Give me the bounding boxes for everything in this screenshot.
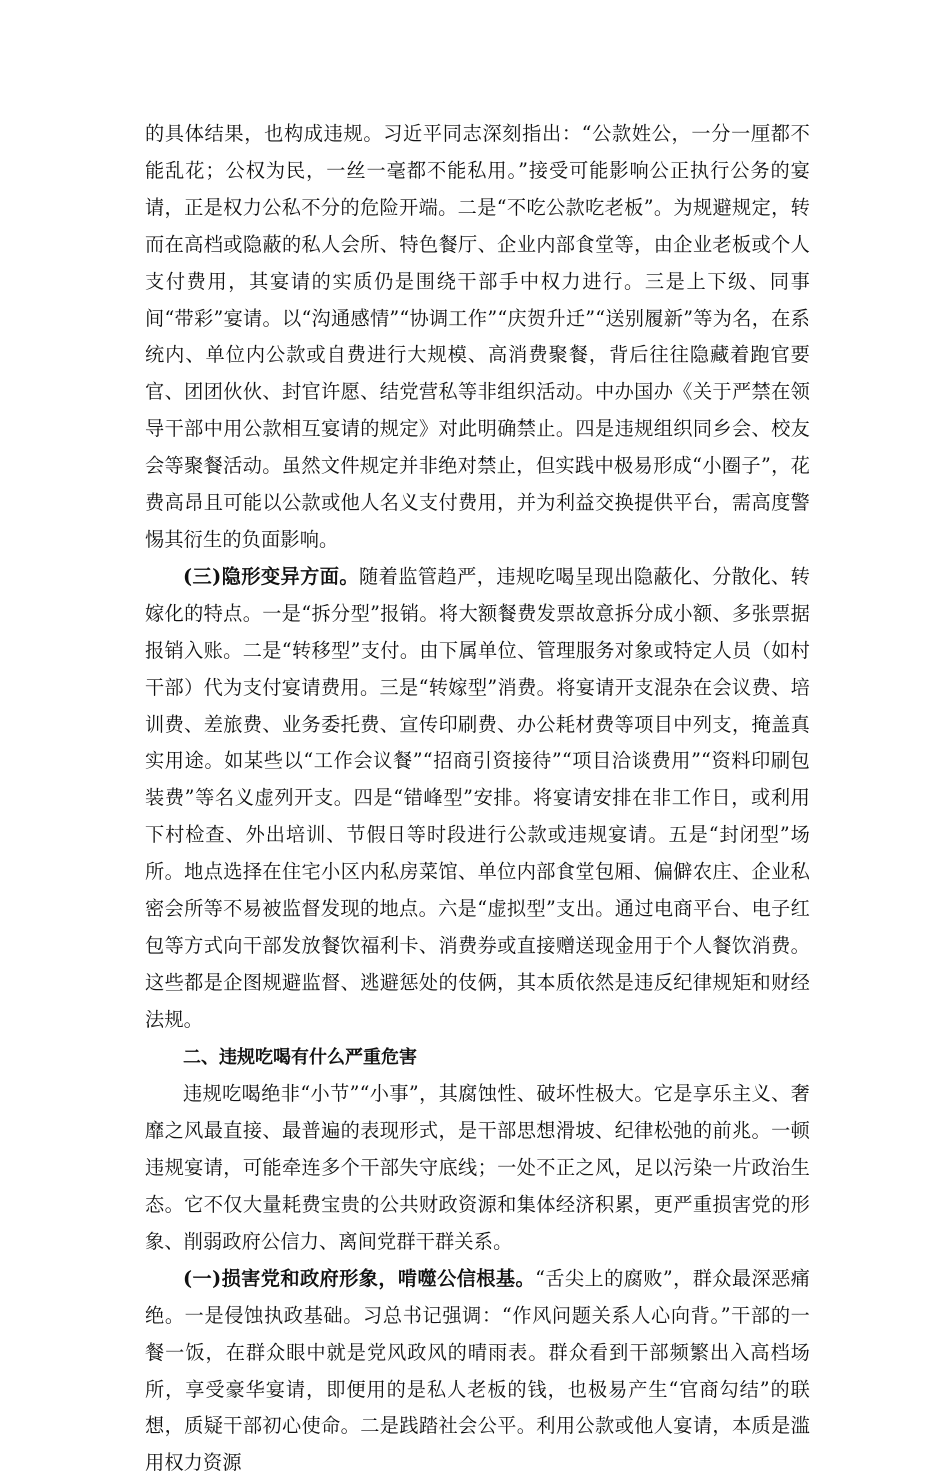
paragraph-lead-heading: (三)隐形变异方面。 <box>183 564 359 588</box>
paragraph-body: “舌尖上的腐败”，群众最深恶痛绝。一是侵蚀执政基础。习总书记强调：“作风问题关系人心向背。”干部的一餐一饭，在群众眼中就是党风政风的晴雨表。群众看到干部频繁出入高档场所，享受豪华宴请，即便用的是私人老板的钱，也极易产生“官商勾结”的联想，质疑干部初心使命。二是践踏社会公平。利用公款或他人宴请，本质是滥用权力资源 <box>145 1266 810 1475</box>
document-page <box>145 116 810 1482</box>
paragraph-lead-heading: (一)损害党和政府形象，啃噬公信根基。 <box>183 1266 536 1290</box>
paragraph-continuation: 的具体结果，也构成违规。习近平同志深刻指出：“公款姓公，一分一厘都不能乱花；公权为民，一丝一毫都不能私用。”接受可能影响公正执行公务的宴请，正是权力公私不分的危险开端。二是“不吃公款吃老板”。为规避规定，转而在高档或隐蔽的私人会所、特色餐厅、企业内部食堂等，由企业老板或个人支付费用，其宴请的实质仍是围绕干部手中权力进行。三是上下级、同事间“带彩”宴请。以“沟通感情”“协调工作”“庆贺升迁”“送别履新”等为名，在系统内、单位内公款或自费进行大规模、高消费聚餐，背后往往隐藏着跑官要官、团团伙伙、封官许愿、结党营私等非组织活动。中办国办《关于严禁在领导干部中用公款相互宴请的规定》对此明确禁止。四是违规组织同乡会、校友会等聚餐活动。虽然文件规定并非绝对禁止，但实践中极易形成“小圈子”，花费高昂且可能以公款或他人名义支付费用，并为利益交换提供平台，需高度警惕其衍生的负面影响。 <box>145 122 810 551</box>
paragraph-image-damage <box>145 1261 810 1482</box>
section-heading: 二、违规吃喝有什么严重危害 <box>183 1046 417 1068</box>
paragraph-hidden-variants <box>145 559 810 1039</box>
paragraph-body: 随着监管趋严，违规吃喝呈现出隐蔽化、分散化、转嫁化的特点。一是“拆分型”报销。将大额餐费发票故意拆分成小额、多张票据报销入账。二是“转移型”支付。由下属单位、管理服务对象或特定人员（如村干部）代为支付宴请费用。三是“转嫁型”消费。将宴请开支混杂在会议费、培训费、差旅费、业务委托费、宣传印刷费、办公耗材费等项目中列支，掩盖真实用途。如某些以“工作会议餐”“招商引资接待”“项目洽谈费用”“资料印刷包装费”等名义虚列开支。四是“错峰型”安排。将宴请安排在非工作日，或利用下村检查、外出培训、节假日等时段进行公款或违规宴请。五是“封闭型”场所。地点选择在住宅小区内私房菜馆、单位内部食堂包厢、偏僻农庄、企业私密会所等不易被监督发现的地点。六是“虚拟型”支出。通过电商平台、电子红包等方式向干部发放餐饮福利卡、消费券或直接赠送现金用于个人餐饮消费。这些都是企图规避监督、逃避惩处的伎俩，其本质依然是违反纪律规矩和财经法规。 <box>145 564 810 1031</box>
paragraph-harm-overview: 违规吃喝绝非“小节”“小事”，其腐蚀性、破坏性极大。它是享乐主义、奢靡之风最直接、最普遍的表现形式，是干部思想滑坡、纪律松弛的前兆。一顿违规宴请，可能牵连多个干部失守底线；一处不正之风，足以污染一片政治生态。它不仅大量耗费宝贵的公共财政资源和集体经济积累，更严重损害党的形象、削弱政府公信力、离间党群干群关系。 <box>145 1082 810 1253</box>
